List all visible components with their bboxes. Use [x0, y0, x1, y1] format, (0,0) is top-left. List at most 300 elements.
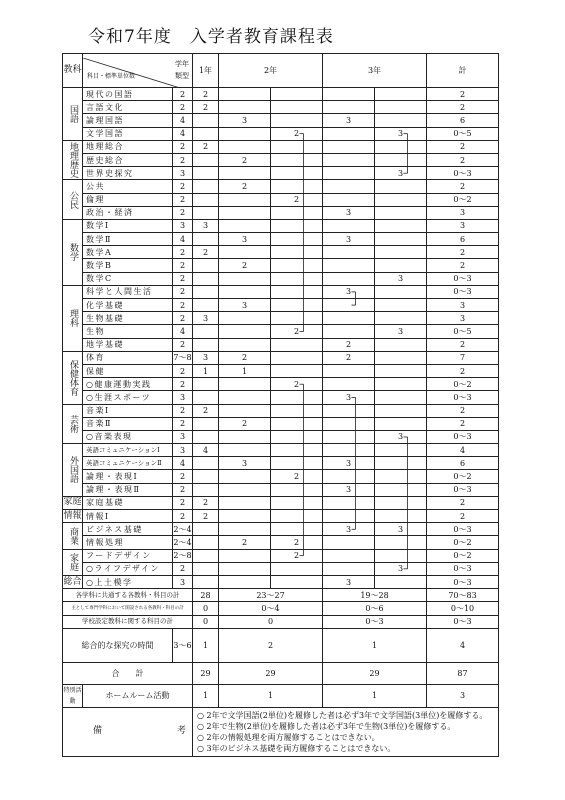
grade2-units-a: [219, 404, 271, 417]
course-row: [63, 470, 499, 483]
grade2-units-b: [271, 180, 323, 193]
course-row: [63, 378, 499, 391]
grade3-units-a: [323, 312, 375, 325]
grade3-units-b: [375, 351, 427, 364]
course-row: [63, 338, 499, 351]
page-title: 令和7年度 入学者教育課程表: [88, 27, 334, 47]
grade3-units-b: [375, 206, 427, 219]
grade3-units-a: [323, 549, 375, 562]
grade3-units-b: [375, 140, 427, 153]
grade2-units-b: [271, 496, 323, 509]
grade3-units-a: 3: [323, 206, 375, 219]
subject-area: 総合: [63, 575, 83, 588]
course-name: 世界史探究: [83, 167, 173, 180]
grade1-units: 2: [193, 496, 219, 509]
course-row: [63, 325, 499, 338]
grade2-units-a: 2: [219, 180, 271, 193]
course-row: [63, 272, 499, 285]
grade3-units-a: [323, 536, 375, 549]
course-row: [63, 285, 499, 298]
course-row: [63, 153, 499, 166]
grade2-units-a: [219, 510, 271, 523]
course-name: フードデザイン: [83, 549, 173, 562]
common-total-row: [63, 589, 499, 602]
standard-units: 2: [173, 338, 193, 351]
course-name: 言語文化: [83, 101, 173, 114]
grade1-units: [193, 562, 219, 575]
course-row: [63, 510, 499, 523]
common-total-row-value: 23～27: [219, 589, 323, 602]
course-row: [63, 233, 499, 246]
grade3-units-a: 3: [323, 523, 375, 536]
grade3-units-a: [323, 470, 375, 483]
grade3-units-a: [323, 101, 375, 114]
grade3-units-a: [323, 325, 375, 338]
grade1-units: [193, 338, 219, 351]
total-units: 3: [427, 206, 499, 219]
subject-area: 保健体育: [63, 351, 83, 404]
course-row: [63, 562, 499, 575]
grade3-units-b: [375, 259, 427, 272]
course-name: 論理国語: [83, 114, 173, 127]
standard-units: 2: [173, 285, 193, 298]
total-units: 0～3: [427, 391, 499, 404]
remarks-text: [193, 707, 499, 756]
special-activities-label: 特別活動: [63, 684, 83, 707]
standard-units: 7～8: [173, 351, 193, 364]
grade3-units-b: [375, 404, 427, 417]
grade2-units-b: [271, 351, 323, 364]
grade3-units-b: [375, 444, 427, 457]
grade1-units: [193, 127, 219, 140]
grade1-units: 4: [193, 444, 219, 457]
specialized-total-row-value: 0: [193, 602, 219, 615]
grade2-units-a: [219, 312, 271, 325]
total-units: 2: [427, 246, 499, 259]
common-total-row-value: 28: [193, 589, 219, 602]
total-units: 7: [427, 351, 499, 364]
grade1-units: [193, 391, 219, 404]
course-name: 文学国語: [83, 127, 173, 140]
grade1-units: [193, 549, 219, 562]
grade3-units-a: [323, 444, 375, 457]
grade2-units-a: 2: [219, 259, 271, 272]
remarks-label-b: 考: [176, 725, 186, 736]
grade3-units-b: [375, 312, 427, 325]
grade2-units-b: 2: [271, 193, 323, 206]
standard-units: 4: [173, 114, 193, 127]
header-course-label: 科目・標準単位数: [87, 73, 136, 80]
total-units: 0～5: [427, 127, 499, 140]
remarks-row: [63, 707, 499, 756]
grade1-units: [193, 483, 219, 496]
course-name: 英語コミュニケーションⅡ: [83, 457, 173, 470]
grade1-units: [193, 417, 219, 430]
course-name: 数学Ⅱ: [83, 233, 173, 246]
grade2-units-b: [271, 457, 323, 470]
grade1-units: 2: [193, 404, 219, 417]
grade2-units-a: [219, 193, 271, 206]
homeroom-value: 1: [323, 684, 427, 707]
grade3-units-a: 3: [323, 285, 375, 298]
grade2-units-a: [219, 470, 271, 483]
grade3-units-a: [323, 364, 375, 377]
grade3-units-b: [375, 153, 427, 166]
grade2-units-a: [219, 483, 271, 496]
grade3-units-a: [323, 272, 375, 285]
grade3-units-b: [375, 285, 427, 298]
total-units: 0～2: [427, 193, 499, 206]
subject-area: 家庭: [63, 496, 83, 509]
standard-units: 2: [173, 272, 193, 285]
grade1-units: [193, 272, 219, 285]
remark-item: ○ 2年で生物(2単位)を履修した者は必ず3年で生物(3単位)を履修する。: [197, 721, 456, 731]
grade2-units-b: [271, 562, 323, 575]
grade3-units-b: 3: [375, 430, 427, 443]
grade2-units-b: [271, 444, 323, 457]
course-name: 地学基礎: [83, 338, 173, 351]
grade2-units-a: 1: [219, 364, 271, 377]
total-units: 2: [427, 496, 499, 509]
grade3-units-a: [323, 219, 375, 232]
grade2-units-a: [219, 167, 271, 180]
course-row: [63, 219, 499, 232]
grade2-units-b: [271, 404, 323, 417]
grade3-units-b: [375, 338, 427, 351]
grade2-units-a: [219, 246, 271, 259]
course-name: 論理・表現Ⅰ: [83, 470, 173, 483]
subject-area: 公民: [63, 180, 83, 220]
total-units: 3: [427, 219, 499, 232]
grade3-units-a: [323, 127, 375, 140]
grade2-units-a: [219, 127, 271, 140]
inquiry-row-value: 1: [323, 628, 427, 662]
total-units: 0～3: [427, 562, 499, 575]
grand-total-row-value: 29: [219, 662, 323, 684]
grade2-units-b: 2: [271, 127, 323, 140]
standard-units: 3: [173, 444, 193, 457]
grade2-units-a: [219, 378, 271, 391]
grand-total-row: [63, 662, 499, 684]
course-row: [63, 523, 499, 536]
grade2-units-b: [271, 219, 323, 232]
school-subject-total-row: [63, 615, 499, 628]
grade1-units: [193, 180, 219, 193]
course-name: 保健: [83, 364, 173, 377]
grade2-units-b: [271, 430, 323, 443]
grade2-units-b: [271, 391, 323, 404]
grade3-units-a: [323, 193, 375, 206]
course-name: 倫理: [83, 193, 173, 206]
standard-units: 2: [173, 299, 193, 312]
total-units: 4: [427, 444, 499, 457]
grade1-units: [193, 259, 219, 272]
course-name: 音楽Ⅱ: [83, 417, 173, 430]
standard-units: 2: [173, 496, 193, 509]
grade2-units-b: [271, 272, 323, 285]
total-units: 0～3: [427, 483, 499, 496]
course-name: 歴史総合: [83, 153, 173, 166]
standard-units: 4: [173, 457, 193, 470]
grade2-units-a: [219, 88, 271, 101]
course-row: [63, 127, 499, 140]
grade2-units-a: 2: [219, 417, 271, 430]
standard-units: 2: [173, 510, 193, 523]
total-units: 6: [427, 233, 499, 246]
total-units: 2: [427, 88, 499, 101]
specialized-total-row-value: 0～10: [427, 602, 499, 615]
total-units: 2: [427, 101, 499, 114]
curriculum-table: [62, 53, 499, 757]
grade3-units-a: [323, 378, 375, 391]
grade3-units-a: [323, 153, 375, 166]
course-name: ○音楽表現: [83, 430, 173, 443]
standard-units: 2: [173, 101, 193, 114]
header-diagonal-cell: [83, 54, 193, 88]
grade3-units-b: [375, 219, 427, 232]
remarks-label-a: 備: [93, 725, 103, 736]
total-units: 2: [427, 180, 499, 193]
course-name: 数学Ⅰ: [83, 219, 173, 232]
subject-area: 数学: [63, 219, 83, 285]
grade1-units: 2: [193, 101, 219, 114]
grade3-units-b: 3: [375, 325, 427, 338]
grade3-units-a: [323, 562, 375, 575]
grand-total-row-value: 87: [427, 662, 499, 684]
inquiry-row: [63, 628, 499, 662]
grade3-units-b: 3: [375, 523, 427, 536]
total-units: 3: [427, 299, 499, 312]
grade2-units-b: [271, 510, 323, 523]
total-units: 0～5: [427, 325, 499, 338]
total-units: 2: [427, 338, 499, 351]
common-total-row-value: 70～83: [427, 589, 499, 602]
total-units: 2: [427, 404, 499, 417]
grade1-units: [193, 285, 219, 298]
grade3-units-a: 2: [323, 351, 375, 364]
grade2-units-a: [219, 391, 271, 404]
course-row: [63, 167, 499, 180]
header-row: [63, 54, 499, 88]
course-row: [63, 483, 499, 496]
course-name: ○上土模学: [83, 575, 173, 588]
grade1-units: [193, 114, 219, 127]
standard-units: 3: [173, 430, 193, 443]
standard-units: 2: [173, 88, 193, 101]
grade3-units-b: [375, 233, 427, 246]
standard-units: 2: [173, 153, 193, 166]
grade2-units-b: [271, 364, 323, 377]
homeroom-label: ホームルーム活動: [83, 684, 193, 707]
course-row: [63, 101, 499, 114]
grade3-units-b: [375, 180, 427, 193]
total-units: 0～3: [427, 272, 499, 285]
common-total-row-label: 各学科に共通する各教科・科目の計: [63, 589, 193, 602]
grade2-units-b: [271, 246, 323, 259]
course-row: [63, 312, 499, 325]
grade1-units: 2: [193, 140, 219, 153]
remarks-label: [63, 707, 193, 756]
inquiry-row-label: 総合的な探究の時間: [63, 628, 173, 662]
grade3-units-a: [323, 246, 375, 259]
course-row: [63, 193, 499, 206]
total-units: 6: [427, 114, 499, 127]
standard-units: 2: [173, 312, 193, 325]
standard-units: 4: [173, 233, 193, 246]
grade1-units: [193, 378, 219, 391]
header-grade2: 2年: [219, 54, 323, 88]
grade1-units: [193, 457, 219, 470]
grade2-units-a: 3: [219, 114, 271, 127]
grade3-units-a: [323, 417, 375, 430]
standard-units: 2: [173, 562, 193, 575]
grade3-units-a: [323, 167, 375, 180]
grade2-units-b: [271, 114, 323, 127]
standard-units: 3: [173, 575, 193, 588]
grand-total-row-label: 合 計: [63, 662, 193, 684]
grade2-units-a: [219, 496, 271, 509]
total-units: 0～2: [427, 378, 499, 391]
total-units: 0～3: [427, 523, 499, 536]
course-name: 情報Ⅰ: [83, 510, 173, 523]
standard-units: 4: [173, 127, 193, 140]
inquiry-row-value: 2: [219, 628, 323, 662]
grade3-units-b: [375, 378, 427, 391]
course-name: 生物: [83, 325, 173, 338]
grade2-units-b: [271, 285, 323, 298]
homeroom-value: 1: [193, 684, 219, 707]
standard-units: 2: [173, 140, 193, 153]
standard-units: 2～4: [173, 523, 193, 536]
course-row: [63, 114, 499, 127]
grade3-units-b: 3: [375, 562, 427, 575]
grade3-units-b: [375, 88, 427, 101]
course-name: 現代の国語: [83, 88, 173, 101]
grade2-units-b: 2: [271, 378, 323, 391]
course-row: [63, 206, 499, 219]
grade3-units-b: [375, 114, 427, 127]
header-grade1: 1年: [193, 54, 219, 88]
inquiry-row-value: 1: [193, 628, 219, 662]
inquiry-row-units: 3～6: [173, 628, 193, 662]
grade1-units: [193, 430, 219, 443]
remark-item: ○ 3年のビジネス基礎を両方履修することはできない。: [197, 743, 396, 753]
grade1-units: 3: [193, 312, 219, 325]
homeroom-value: 3: [427, 684, 499, 707]
specialized-total-row: [63, 602, 499, 615]
course-row: [63, 417, 499, 430]
grade1-units: [193, 193, 219, 206]
grade2-units-b: [271, 153, 323, 166]
grade2-units-b: [271, 299, 323, 312]
school-subject-total-row-label: 学校設定教科に関する科目の計: [63, 615, 193, 628]
specialized-total-row-value: 0～4: [219, 602, 323, 615]
course-name: 英語コミュニケーションⅠ: [83, 444, 173, 457]
course-name: 科学と人間生活: [83, 285, 173, 298]
grade3-units-b: 3: [375, 127, 427, 140]
grade1-units: [193, 206, 219, 219]
grade1-units: [193, 470, 219, 483]
grade3-units-b: [375, 246, 427, 259]
grade2-units-b: 2: [271, 549, 323, 562]
course-row: [63, 457, 499, 470]
grade1-units: 3: [193, 219, 219, 232]
grade2-units-a: [219, 575, 271, 588]
grade1-units: [193, 233, 219, 246]
total-units: 2: [427, 417, 499, 430]
total-units: 3: [427, 312, 499, 325]
grade2-units-a: [219, 444, 271, 457]
grade3-units-a: [323, 88, 375, 101]
specialized-total-row-label: 主として専門学科において開設される各教科・科目の計: [63, 602, 193, 615]
grade1-units: 2: [193, 510, 219, 523]
grade3-units-a: 3: [323, 391, 375, 404]
grade3-units-b: [375, 549, 427, 562]
grade3-units-b: [375, 457, 427, 470]
total-units: 0～2: [427, 536, 499, 549]
standard-units: 2: [173, 378, 193, 391]
standard-units: 3: [173, 219, 193, 232]
grade2-units-b: [271, 259, 323, 272]
grade3-units-b: [375, 470, 427, 483]
grade1-units: [193, 325, 219, 338]
grade2-units-a: [219, 285, 271, 298]
subject-area: 理科: [63, 285, 83, 351]
course-name: 生物基礎: [83, 312, 173, 325]
course-name: 情報処理: [83, 536, 173, 549]
grade2-units-a: [219, 272, 271, 285]
grade3-units-a: 3: [323, 457, 375, 470]
course-row: [63, 88, 499, 101]
grade2-units-a: [219, 549, 271, 562]
grade3-units-a: 3: [323, 233, 375, 246]
grade3-units-b: [375, 101, 427, 114]
inquiry-row-value: 4: [427, 628, 499, 662]
grade1-units: [193, 575, 219, 588]
grade2-units-b: [271, 523, 323, 536]
course-name: 化学基礎: [83, 299, 173, 312]
grade2-units-a: [219, 338, 271, 351]
course-row: [63, 496, 499, 509]
homeroom-value: 1: [219, 684, 323, 707]
grade2-units-a: 2: [219, 351, 271, 364]
grade2-units-b: [271, 140, 323, 153]
grade3-units-a: 2: [323, 338, 375, 351]
grade2-units-a: 2: [219, 153, 271, 166]
grade2-units-a: [219, 219, 271, 232]
total-units: 0～2: [427, 470, 499, 483]
course-row: [63, 180, 499, 193]
course-row: [63, 391, 499, 404]
course-name: 体育: [83, 351, 173, 364]
course-row: [63, 430, 499, 443]
course-name: 地理総合: [83, 140, 173, 153]
standard-units: 2: [173, 193, 193, 206]
subject-area: 商業: [63, 523, 83, 549]
school-subject-total-row-value: 0～3: [427, 615, 499, 628]
grade3-units-b: [375, 391, 427, 404]
header-subject-area: 教科: [63, 54, 83, 88]
grade1-units: [193, 153, 219, 166]
standard-units: 2: [173, 470, 193, 483]
total-units: 0～2: [427, 549, 499, 562]
grade3-units-a: [323, 510, 375, 523]
course-row: [63, 246, 499, 259]
total-units: 2: [427, 140, 499, 153]
grade3-units-b: [375, 364, 427, 377]
total-units: 0～3: [427, 430, 499, 443]
grade2-units-b: [271, 575, 323, 588]
